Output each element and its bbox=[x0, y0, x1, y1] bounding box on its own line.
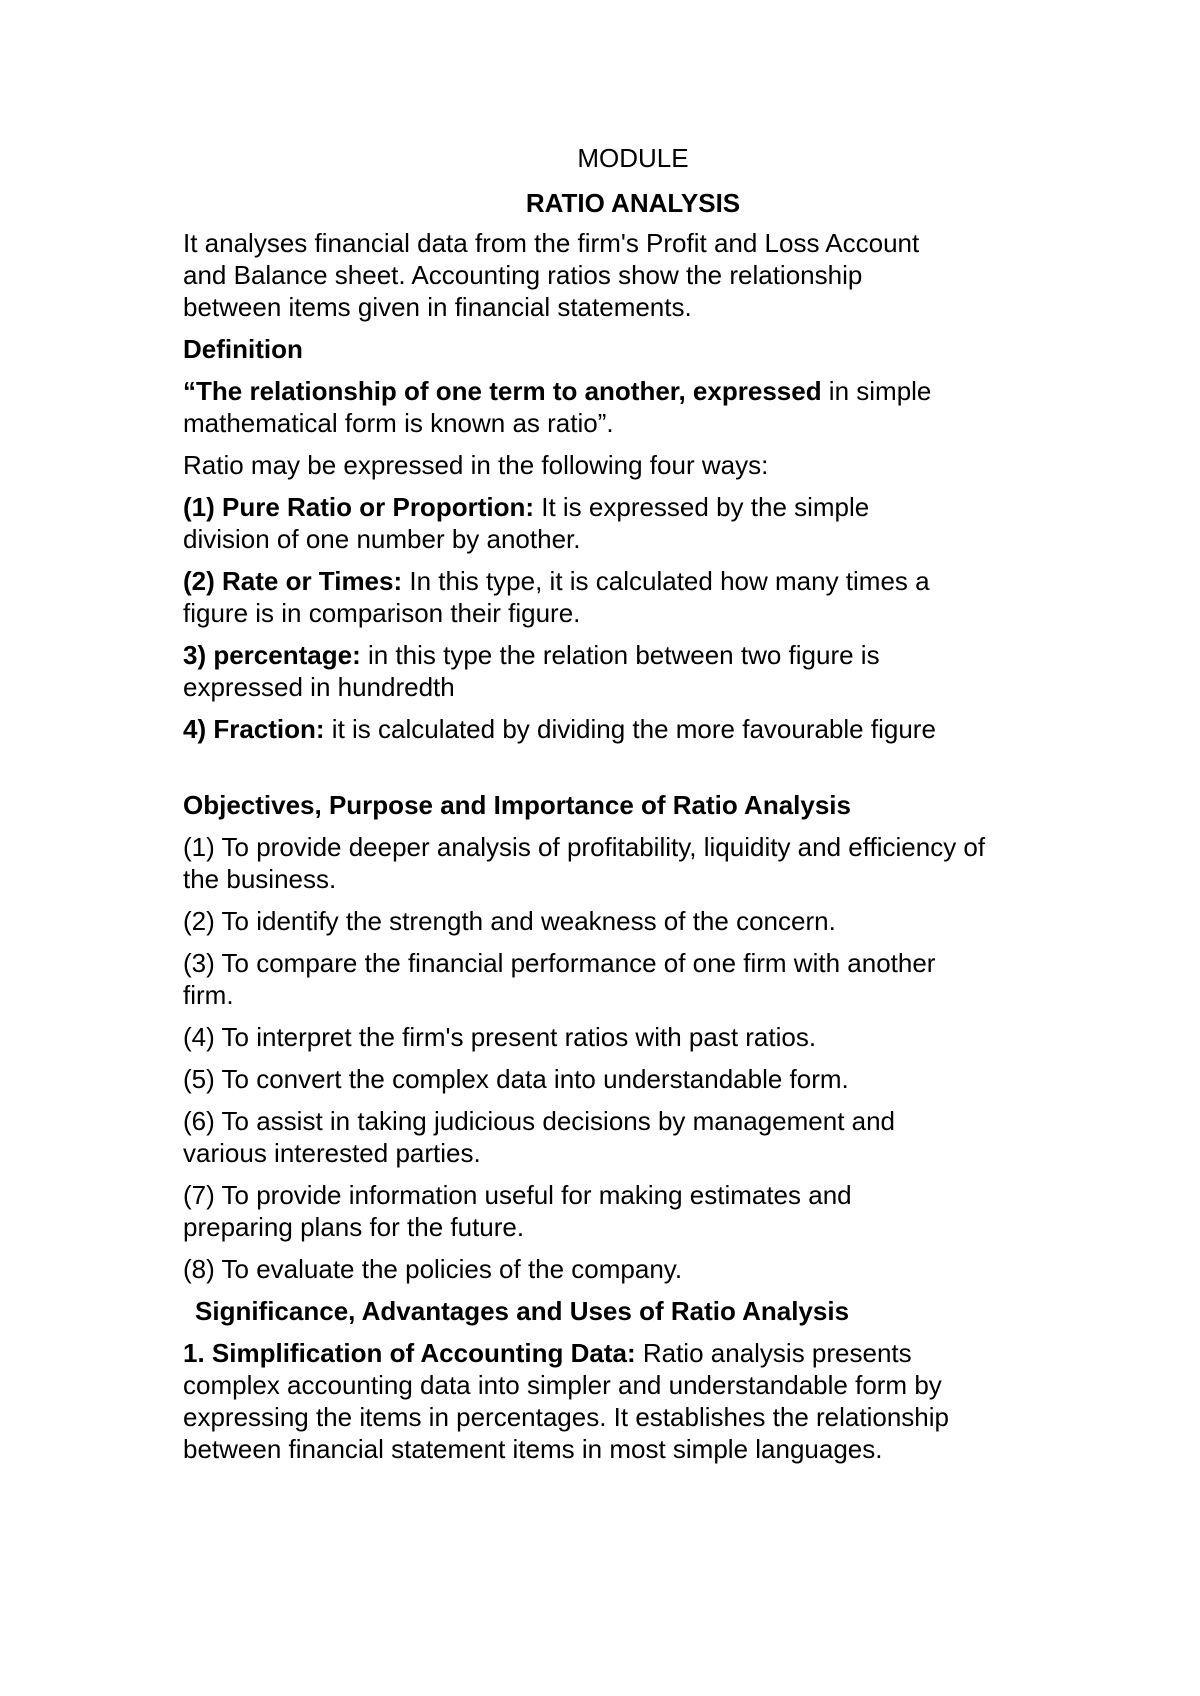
way-item bbox=[183, 713, 1083, 745]
way-continuation: division of one number by another. bbox=[183, 524, 581, 554]
objective-line-1: (3) To compare the financial performance of one firm with another bbox=[183, 948, 936, 978]
document-page bbox=[183, 142, 1083, 1475]
objective-item bbox=[183, 1063, 1083, 1095]
way-text: it is calculated by dividing the more favourable figure bbox=[324, 714, 936, 744]
objective-line-1: (4) To interpret the firm's present ratios with past ratios. bbox=[183, 1022, 817, 1052]
way-label: 3) percentage: bbox=[183, 640, 361, 670]
objective-line-1: (7) To provide information useful for making estimates and bbox=[183, 1180, 852, 1210]
objective-line-2: various interested parties. bbox=[183, 1138, 481, 1168]
objective-line-2: the business. bbox=[183, 864, 337, 894]
way-continuation: expressed in hundredth bbox=[183, 672, 455, 702]
way-item bbox=[183, 565, 1083, 629]
intro-line-2: and Balance sheet. Accounting ratios show the relationship bbox=[183, 260, 863, 290]
objective-line-1: (8) To evaluate the policies of the company. bbox=[183, 1254, 683, 1284]
objective-item bbox=[183, 1021, 1083, 1053]
definition-heading: Definition bbox=[183, 334, 303, 364]
objective-line-1: (5) To convert the complex data into understandable form. bbox=[183, 1064, 849, 1094]
significance-item-label: 1. Simplification of Accounting Data: bbox=[183, 1338, 636, 1368]
objective-item bbox=[183, 905, 1083, 937]
objective-line-1: (6) To assist in taking judicious decisions by management and bbox=[183, 1106, 896, 1136]
objective-line-2: firm. bbox=[183, 980, 234, 1010]
objective-item bbox=[183, 831, 1083, 895]
way-text: in this type the relation between two figure is bbox=[360, 640, 880, 670]
objectives-heading: Objectives, Purpose and Importance of Ratio Analysis bbox=[183, 790, 851, 820]
objective-item bbox=[183, 1105, 1083, 1169]
intro-paragraph bbox=[183, 227, 1083, 323]
significance-line: expressing the items in percentages. It establishes the relationship bbox=[183, 1402, 949, 1432]
significance-line: between financial statement items in most simple languages. bbox=[183, 1434, 883, 1464]
definition-quote-normal: in simple bbox=[821, 376, 932, 406]
way-continuation: figure is in comparison their figure. bbox=[183, 598, 581, 628]
document-title: RATIO ANALYSIS bbox=[525, 188, 741, 218]
significance-line: complex accounting data into simpler and understandable form by bbox=[183, 1370, 942, 1400]
definition-quote-line-2: mathematical form is known as ratio”. bbox=[183, 408, 614, 438]
objective-line-1: (1) To provide deeper analysis of profitability, liquidity and efficiency of bbox=[183, 832, 986, 862]
intro-line-1: It analyses financial data from the firm's Profit and Loss Account bbox=[183, 228, 920, 258]
way-item bbox=[183, 491, 1083, 555]
way-text: In this type, it is calculated how many times a bbox=[402, 566, 930, 596]
ways-lead: Ratio may be expressed in the following four ways: bbox=[183, 450, 769, 480]
way-text: It is expressed by the simple bbox=[534, 492, 870, 522]
way-label: 4) Fraction: bbox=[183, 714, 325, 744]
objective-item bbox=[183, 1179, 1083, 1243]
way-item bbox=[183, 639, 1083, 703]
objective-item bbox=[183, 1253, 1083, 1285]
significance-item-text: Ratio analysis presents bbox=[635, 1338, 912, 1368]
significance-heading: Significance, Advantages and Uses of Ratio Analysis bbox=[195, 1296, 850, 1326]
objective-line-1: (2) To identify the strength and weakness of the concern. bbox=[183, 906, 836, 936]
objective-item bbox=[183, 947, 1083, 1011]
definition-quote-bold: “The relationship of one term to another, expressed bbox=[183, 376, 822, 406]
intro-line-3: between items given in financial statements. bbox=[183, 292, 692, 322]
way-label: (2) Rate or Times: bbox=[183, 566, 403, 596]
section-spacer bbox=[183, 755, 1083, 789]
way-label: (1) Pure Ratio or Proportion: bbox=[183, 492, 534, 522]
objective-line-2: preparing plans for the future. bbox=[183, 1212, 525, 1242]
definition-quote bbox=[183, 375, 1083, 439]
module-label: MODULE bbox=[577, 143, 689, 173]
significance-item bbox=[183, 1337, 1083, 1465]
